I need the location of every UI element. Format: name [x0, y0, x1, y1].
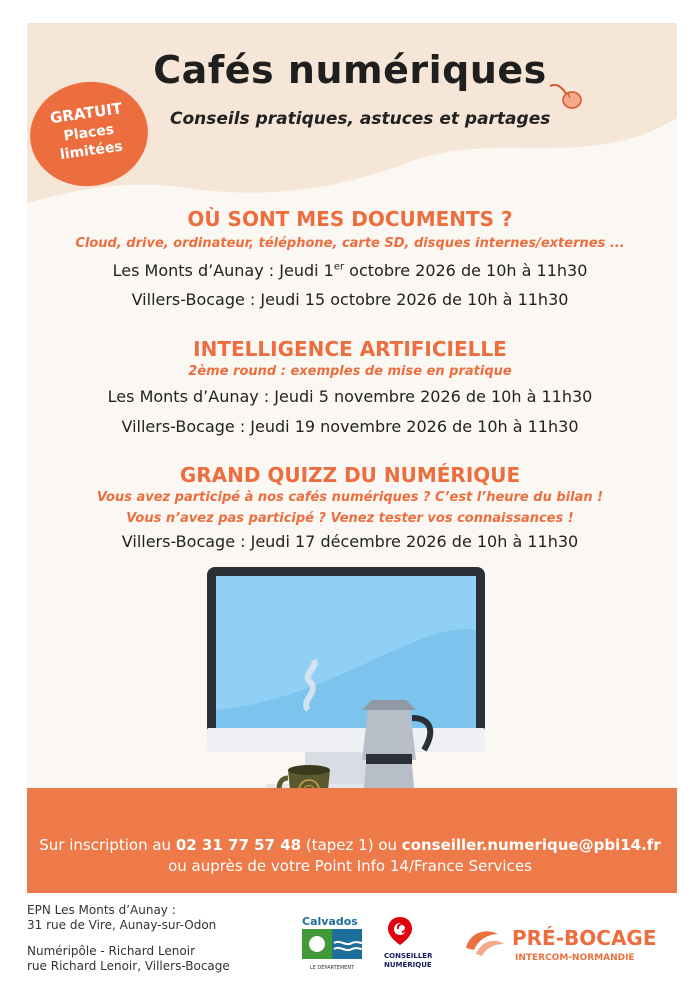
badge-free-label: GRATUIT	[48, 99, 124, 128]
address-villers-street: rue Richard Lenoir, Villers-Bocage	[27, 959, 230, 973]
calvados-logo-name: Calvados	[302, 915, 358, 928]
pre-bocage-logo	[460, 918, 685, 968]
pb-logo-line2: INTERCOM-NORMANDIE	[515, 953, 635, 963]
registration-line	[0, 836, 700, 854]
mouse-icon	[548, 80, 584, 114]
section-ai-title: INTELLIGENCE ARTIFICIELLE	[193, 337, 507, 361]
event-quiz-villers: Villers-Bocage : Jeudi 17 décembre 2026 de 10h à 11h30	[121, 532, 579, 551]
calvados-logo-sub: LE DÉPARTEMENT	[309, 965, 355, 971]
page-subtitle: Conseils pratiques, astuces et partages	[170, 109, 551, 129]
registration-prefix: Sur inscription au	[39, 836, 176, 854]
event-documents-aunay-rest: octobre 2026 de 10h à 11h30	[344, 261, 588, 280]
conseiller-numerique-logo	[380, 913, 450, 973]
section-ai-subtitle: 2ème round : exemples de mise en pratique	[188, 364, 512, 379]
event-documents-villers: Villers-Bocage : Jeudi 15 octobre 2026 de 10h à 11h30	[131, 290, 569, 309]
calvados-logo	[300, 913, 368, 973]
event-documents-aunay	[0, 261, 700, 280]
badge-limited-label: limitées	[59, 138, 124, 164]
event-documents-aunay-sup: er	[333, 261, 345, 273]
registration-line-2: ou auprès de votre Point Info 14/France Services	[168, 857, 532, 875]
event-ai-villers: Villers-Bocage : Jeudi 19 novembre 2026 de 10h à 11h30	[121, 417, 579, 436]
section-quiz-subtitle-1: Vous avez participé à nos cafés numériques ? C’est l’heure du bilan !	[96, 490, 604, 505]
address-aunay-street: 31 rue de Vire, Aunay-sur-Odon	[27, 918, 217, 932]
event-documents-aunay-main: Les Monts d’Aunay : Jeudi 1	[112, 261, 334, 280]
badge-places-label: Places	[62, 121, 116, 145]
page-title: Cafés numériques	[153, 48, 547, 92]
section-documents-subtitle: Cloud, drive, ordinateur, téléphone, carte SD, disques internes/externes ...	[75, 236, 625, 251]
address-villers-name: Numéripôle - Richard Lenoir	[27, 944, 196, 958]
address-villers	[27, 944, 230, 974]
address-aunay	[27, 903, 216, 933]
section-quiz-title: GRAND QUIZZ DU NUMÉRIQUE	[179, 463, 521, 487]
section-quiz-subtitle-2: Vous n’avez pas participé ? Venez tester vos connaissances !	[126, 511, 574, 526]
pb-logo-line1: PRÉ-BOCAGE	[512, 926, 657, 950]
registration-email[interactable]: conseiller.numerique@pbi14.fr	[401, 836, 661, 854]
registration-phone[interactable]: 02 31 77 57 48	[175, 836, 302, 854]
computer-coffee-illustration	[180, 560, 520, 820]
section-documents-title: OÙ SONT MES DOCUMENTS ?	[187, 207, 513, 231]
cn-logo-line1: CONSEILLER	[384, 952, 433, 960]
registration-phone-note: (tapez 1) ou	[301, 836, 402, 854]
event-ai-aunay: Les Monts d’Aunay : Jeudi 5 novembre 2026 de 10h à 11h30	[107, 387, 593, 406]
address-aunay-name: EPN Les Monts d’Aunay :	[27, 903, 176, 917]
cn-logo-line2: NUMÉRIQUE	[384, 961, 432, 969]
